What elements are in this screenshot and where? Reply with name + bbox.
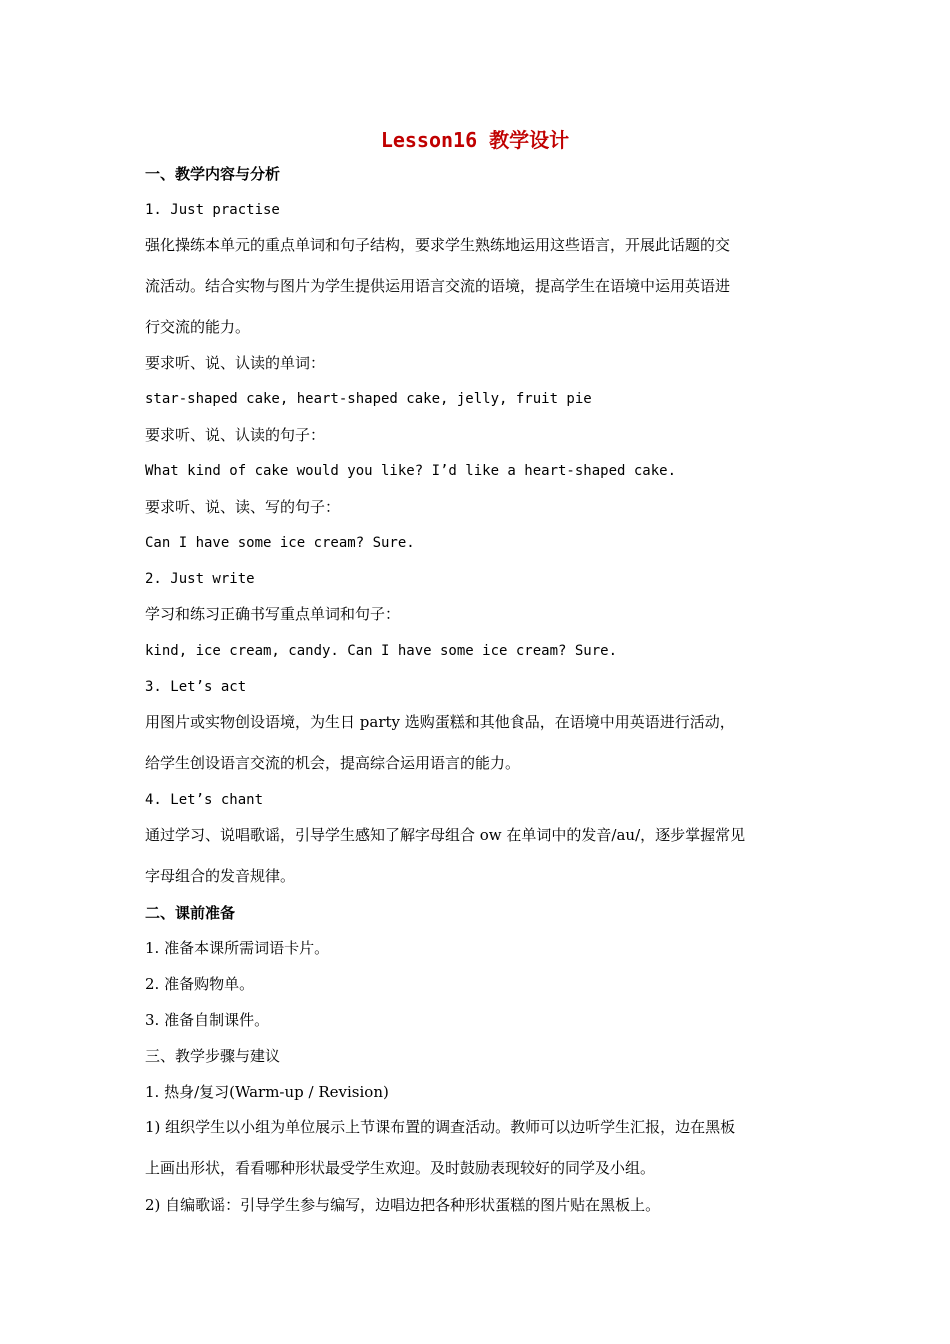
paragraph-line: 行交流的能力。 — [145, 318, 251, 336]
section-heading: 一、教学内容与分析 — [145, 165, 281, 183]
step-item: 2) 自编歌谣：引导学生参与编写，边唱边把各种形状蛋糕的图片贴在黑板上。 — [145, 1196, 661, 1214]
section-heading: 二、课前准备 — [145, 904, 236, 922]
words-list: star-shaped cake, heart-shaped cake, jelly, fruit pie — [145, 391, 592, 407]
section-heading: 三、教学步骤与建议 — [145, 1047, 281, 1065]
item-title: 4. Let’s chant — [145, 792, 264, 808]
paragraph-line: 字母组合的发音规律。 — [145, 867, 296, 885]
paragraph-line: 用图片或实物创设语境，为生日 party 选购蛋糕和其他食品，在语境中用英语进行活动， — [145, 713, 735, 731]
page-title: Lesson16 教学设计 — [380, 128, 570, 152]
paragraph-line: 流活动。结合实物与图片为学生提供运用语言交流的语境，提高学生在语境中运用英语进 — [145, 277, 731, 295]
list-item: 3. 准备自制课件。 — [145, 1011, 270, 1029]
step-title: 1. 热身/复习(Warm-up / Revision) — [145, 1083, 389, 1101]
item-title: 3. Let’s act — [145, 679, 247, 695]
words-label: 要求听、说、认读的单词： — [145, 354, 326, 372]
paragraph-line: 给学生创设语言交流的机会，提高综合运用语言的能力。 — [145, 754, 521, 772]
step-item: 上画出形状，看看哪种形状最受学生欢迎。及时鼓励表现较好的同学及小组。 — [145, 1159, 656, 1177]
list-item: 2. 准备购物单。 — [145, 975, 255, 993]
sentences-text: What kind of cake would you like? I’d like a heart-shaped cake. — [145, 463, 677, 479]
write-sentences-label: 要求听、说、读、写的句子： — [145, 498, 341, 516]
list-item: 1. 准备本课所需词语卡片。 — [145, 939, 330, 957]
paragraph-line: 学习和练习正确书写重点单词和句子： — [145, 605, 401, 623]
write-sentences-text: Can I have some ice cream? Sure. — [145, 535, 415, 551]
step-item: 1) 组织学生以小组为单位展示上节课布置的调查活动。教师可以边听学生汇报，边在黑板 — [145, 1118, 736, 1136]
item-title: 2. Just write — [145, 571, 255, 587]
paragraph-line: 通过学习、说唱歌谣，引导学生感知了解字母组合 ow 在单词中的发音/au/，逐步掌握常见 — [145, 826, 746, 844]
sentences-label: 要求听、说、认读的句子： — [145, 426, 326, 444]
item-words: kind, ice cream, candy. Can I have some ice cream? Sure. — [145, 643, 618, 659]
paragraph-line: 强化操练本单元的重点单词和句子结构，要求学生熟练地运用这些语言，开展此话题的交 — [145, 236, 731, 254]
item-title: 1. Just practise — [145, 202, 280, 218]
